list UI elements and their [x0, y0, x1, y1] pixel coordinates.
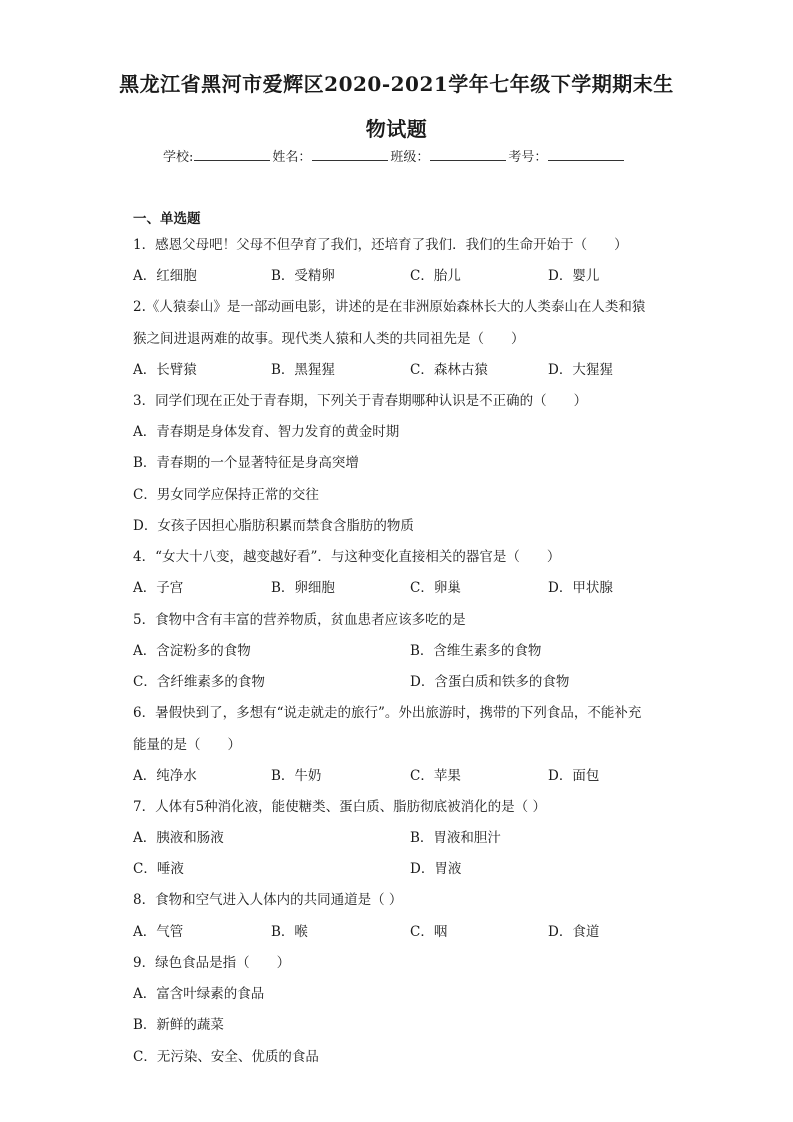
question-1-option-d: D．婴儿	[548, 268, 600, 284]
question-8-text: 8．食物和空气进入人体内的共同通道是（ ）	[133, 892, 403, 908]
question-3-option-a: A．青春期是身体发育、智力发育的黄金时期	[133, 424, 400, 440]
question-3-option-b: B．青春期的一个显著特征是身高突增	[133, 455, 359, 471]
page-title-line-2: 物试题	[365, 117, 428, 141]
question-1-option-b: B．受精卵	[271, 268, 335, 284]
question-7-option-a: A．胰液和肠液	[133, 830, 224, 846]
question-5-option-a: A．含淀粉多的食物	[133, 643, 251, 659]
number-label: 考号：	[508, 150, 548, 165]
name-blank[interactable]	[312, 146, 388, 161]
question-4-text: 4．“女大十八变，越变越好看”．与这种变化直接相关的器官是（ ）	[133, 549, 561, 565]
question-5-option-d: D．含蛋白质和铁多的食物	[410, 674, 570, 690]
question-9-text: 9．绿色食品是指（ ）	[133, 955, 291, 971]
question-5-option-b: B．含维生素多的食物	[410, 643, 542, 659]
question-4-option-b: B．卵细胞	[271, 580, 335, 596]
question-9-option-c: C．无污染、安全、优质的食品	[133, 1049, 319, 1065]
school-blank[interactable]	[194, 146, 270, 161]
question-7-option-b: B．胃液和胆汁	[410, 830, 501, 846]
question-4-option-d: D．甲状腺	[548, 580, 613, 596]
question-6-text-line-2: 能量的是（ ）	[133, 737, 241, 753]
question-2-option-d: D．大猩猩	[548, 362, 613, 378]
question-6-option-c: C．苹果	[410, 768, 461, 784]
question-3-option-d: D．女孩子因担心脂肪积累而禁食含脂肪的物质	[133, 518, 414, 534]
question-1-text: 1．感恩父母吧！父母不但孕育了我们，还培育了我们．我们的生命开始于（ ）	[133, 237, 628, 253]
question-3-option-c: C．男女同学应保持正常的交往	[133, 487, 319, 503]
question-8-option-c: C．咽	[410, 924, 448, 940]
page-title-line-1: 黑龙江省黑河市爱辉区2020-2021学年七年级下学期期末生	[119, 72, 674, 96]
name-label: 姓名：	[272, 150, 312, 165]
question-2-option-a: A．长臂猿	[133, 362, 197, 378]
question-6-option-d: D．面包	[548, 768, 600, 784]
student-info-row	[163, 146, 626, 165]
section-title: 一、单选题	[133, 211, 201, 227]
class-blank[interactable]	[430, 146, 506, 161]
question-9-option-b: B．新鲜的蔬菜	[133, 1017, 224, 1033]
question-2-option-b: B．黑猩猩	[271, 362, 335, 378]
question-8-option-b: B．喉	[271, 924, 308, 940]
class-label: 班级：	[390, 150, 430, 165]
number-blank[interactable]	[548, 146, 624, 161]
question-5-text: 5．食物中含有丰富的营养物质，贫血患者应该多吃的是	[133, 612, 466, 628]
question-3-text: 3．同学们现在正处于青春期，下列关于青春期哪种认识是不正确的（ ）	[133, 393, 588, 409]
question-1-option-c: C．胎儿	[410, 268, 461, 284]
question-2-text-line-2: 猴之间进退两难的故事。现代类人猿和人类的共同祖先是（ ）	[133, 331, 525, 347]
question-7-text: 7．人体有5种消化液，能使糖类、蛋白质、脂肪彻底被消化的是（ ）	[133, 799, 546, 815]
question-6-option-b: B．牛奶	[271, 768, 322, 784]
question-4-option-a: A．子宫	[133, 580, 184, 596]
question-6-option-a: A．纯净水	[133, 768, 197, 784]
question-6-text-line-1: 6．暑假快到了，多想有“说走就走的旅行”。外出旅游时，携带的下列食品，不能补充	[133, 705, 642, 721]
question-8-option-d: D．食道	[548, 924, 600, 940]
question-2-text-line-1: 2.《人猿泰山》是一部动画电影，讲述的是在非洲原始森林长大的人类泰山在人类和猿	[133, 299, 646, 315]
question-5-option-c: C．含纤维素多的食物	[133, 674, 265, 690]
question-2-option-c: C．森林古猿	[410, 362, 488, 378]
question-9-option-a: A．富含叶绿素的食品	[133, 986, 265, 1002]
question-7-option-d: D．胃液	[410, 861, 462, 877]
question-7-option-c: C．唾液	[133, 861, 184, 877]
question-4-option-c: C．卵巢	[410, 580, 461, 596]
question-8-option-a: A．气管	[133, 924, 184, 940]
question-1-option-a: A．红细胞	[133, 268, 197, 284]
school-label: 学校:	[163, 150, 194, 165]
